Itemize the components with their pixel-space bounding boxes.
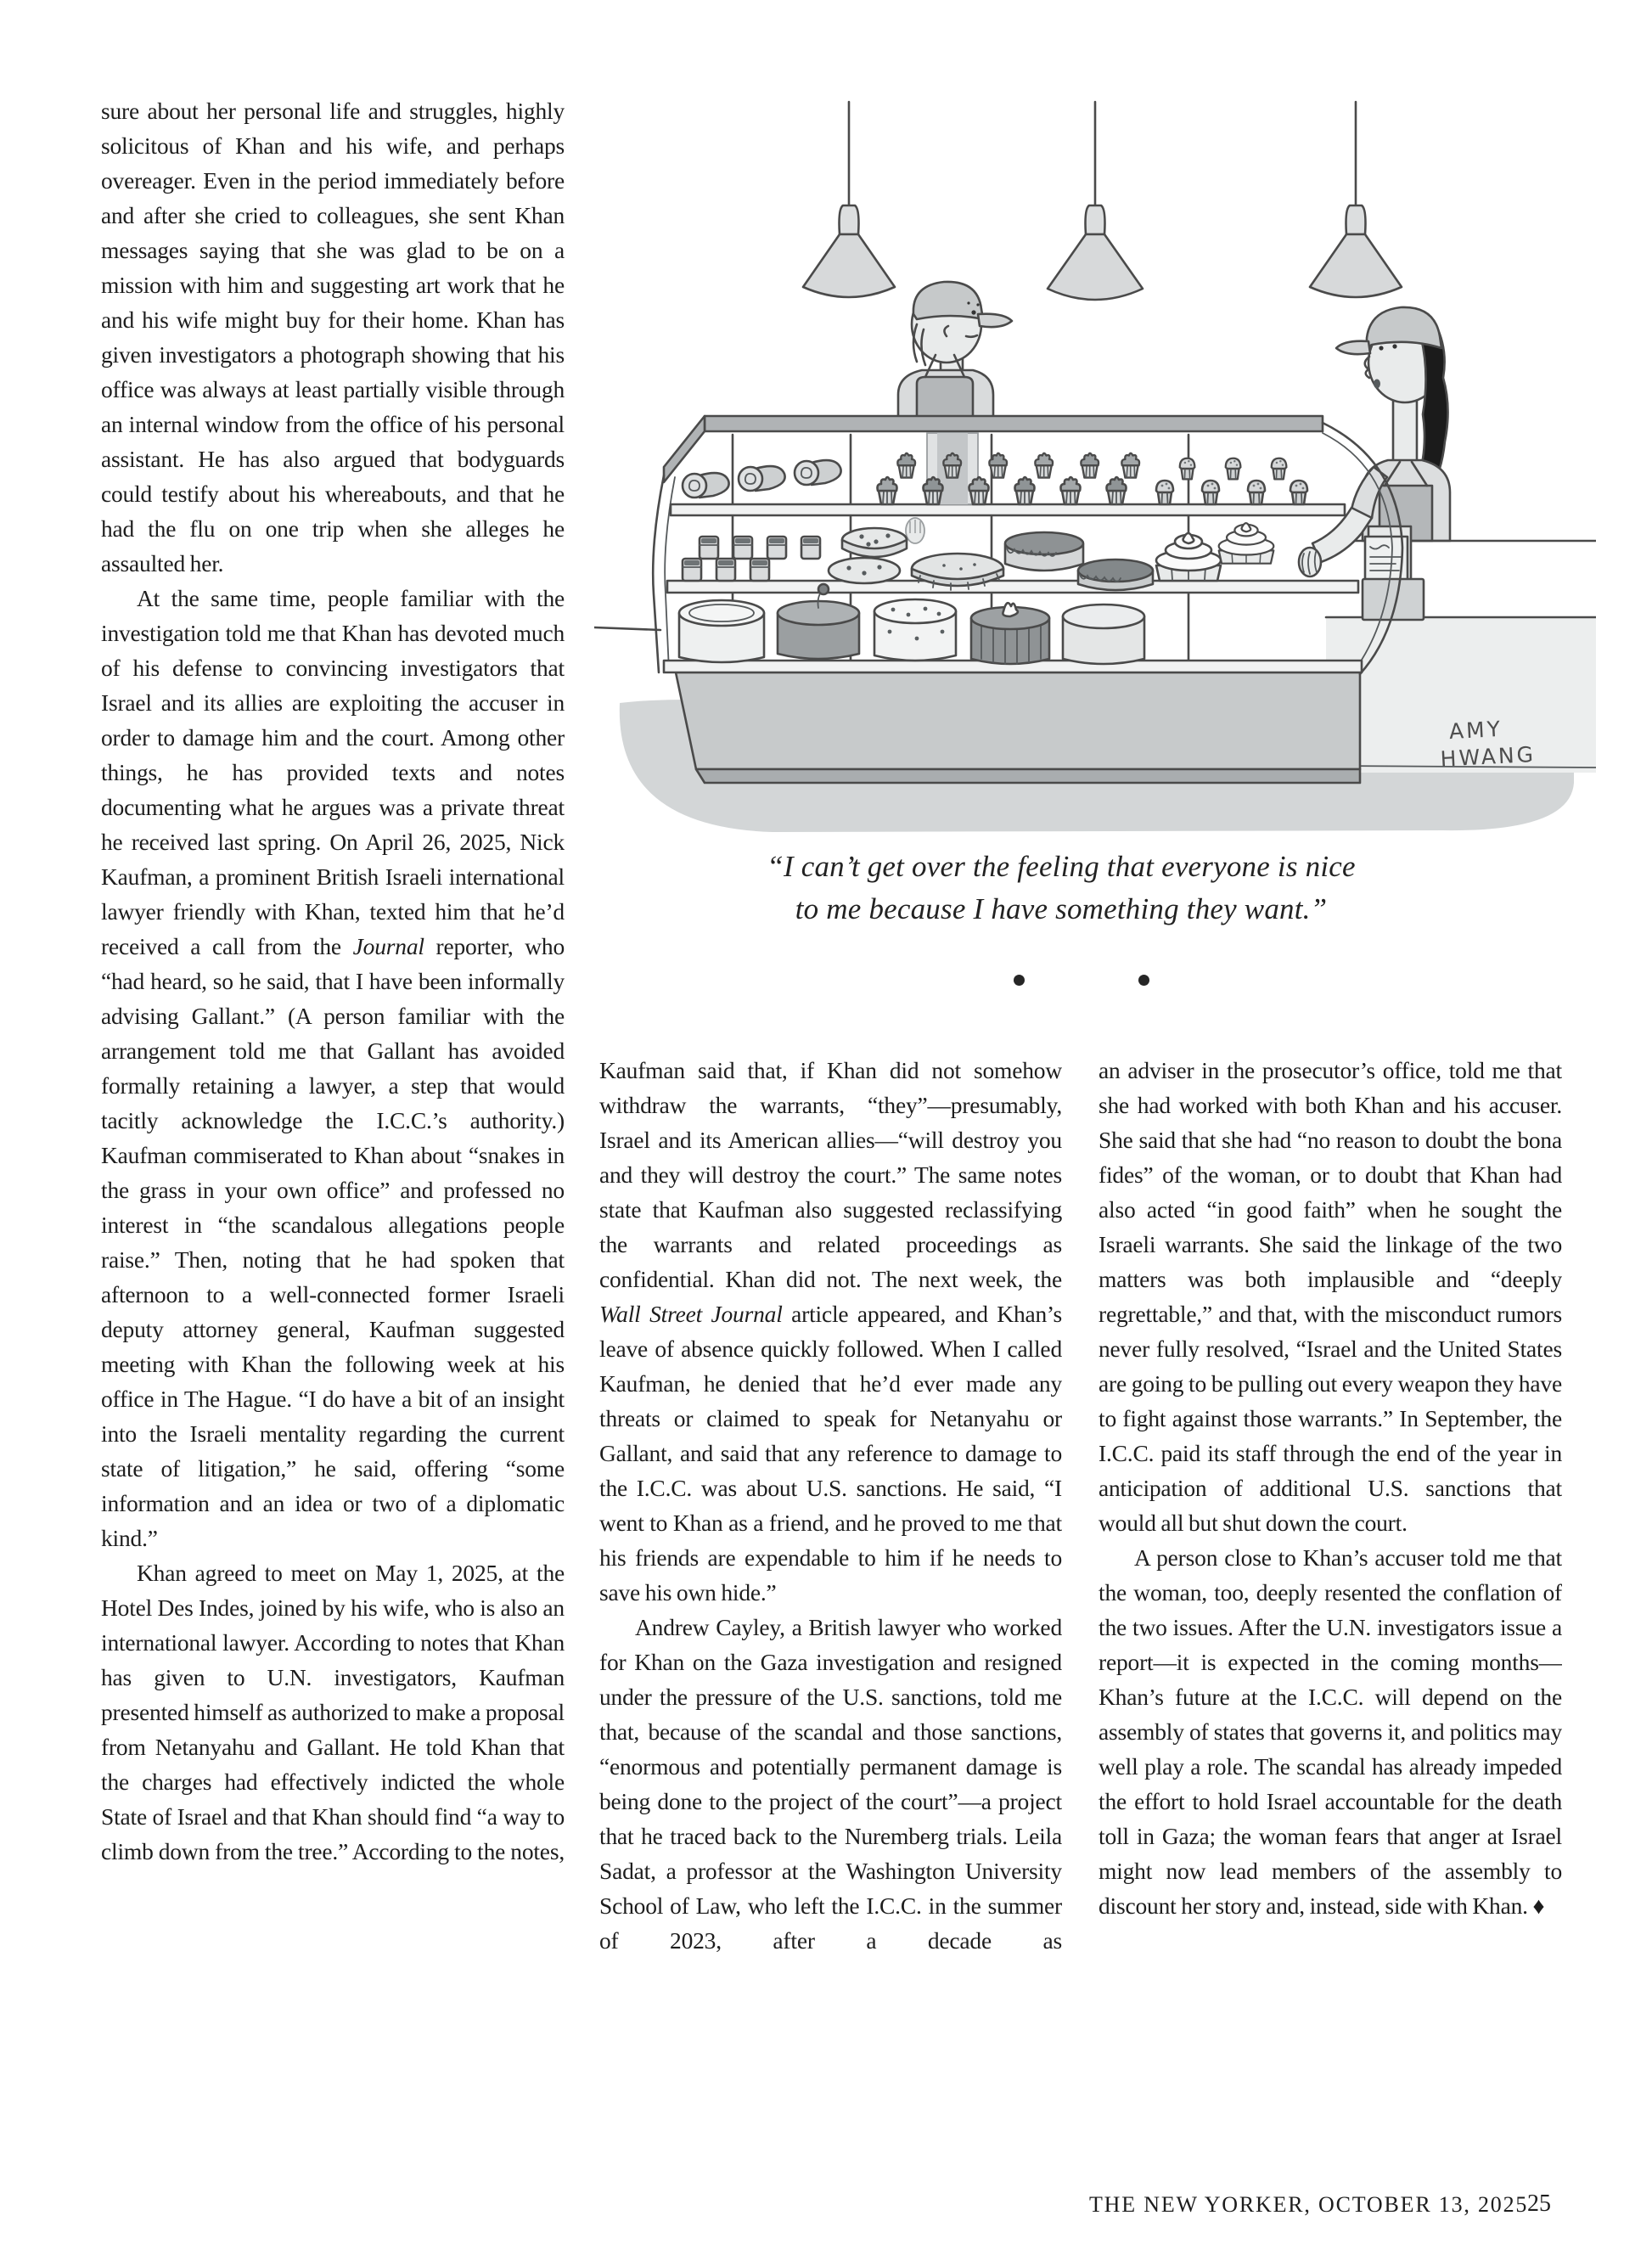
frosted-cake-dark-2 xyxy=(1078,560,1153,590)
italic-title: Journal xyxy=(352,933,424,959)
paragraph: sure about her personal life and struggles, highly solicitous of Khan and his wife, and perhaps overeager. Even in the period immediately before and after she cried to colleagues, she sent Khan messages saying that she was glad to be on a mission with him and suggesting art work that he and his wife might buy for their home. Khan has given investigators a photograph showing that his office was always at least partially visible through an internal window from the office of his personal assistant. He has also argued that bodyguards could testify about his whereabouts, and that he had the flu on one trip when she alleges he assaulted her. xyxy=(101,98,565,576)
customer-cap xyxy=(1367,307,1441,348)
baker-figure xyxy=(898,282,1012,418)
baker-apron xyxy=(917,377,973,418)
article-column-right xyxy=(1099,1053,1562,2182)
cartoon-caption-line2: to me because I have something they want.” xyxy=(795,892,1328,925)
cakes-bottom-shelf xyxy=(679,584,1144,664)
pendant-lamp xyxy=(803,102,895,297)
round-tub-cake xyxy=(679,600,764,662)
footer-page-number: 25 xyxy=(1527,2190,1551,2217)
pendant-lamp xyxy=(1048,102,1143,300)
fluted-cake-with-dollop xyxy=(971,603,1049,664)
sprinkle-cake xyxy=(874,599,956,661)
customer-cap-visor xyxy=(1336,341,1370,354)
footer-magazine-date: THE NEW YORKER, OCTOBER 13, 2025 xyxy=(1089,2192,1529,2217)
article-column-middle xyxy=(599,1053,1062,2182)
chip-cakes xyxy=(829,528,907,583)
plain-cake xyxy=(1063,605,1144,664)
left-counter-edge xyxy=(594,627,660,630)
pastries-top-shelf xyxy=(683,453,1307,504)
paragraph: Andrew Cayley, a British lawyer who worked for Khan on the Gaza investigation and resigned under the pressure of the U.S. sanctions, told me that, because of the scandal and those sanctions, “enormous and potentially permanent damage is being done to the project of the court”—a project that he traced back to the Nuremberg trials. Leila Sadat, a professor at the Washington University School of Law, who left the I.C.C. in the summer of 2023, after a decade as xyxy=(599,1614,1062,1954)
paragraph: A person close to Khan’s accuser told me that the woman, too, deeply resented the conflation of the two issues. After the U.N. investigators issue a report—it is expected in the coming months—Khan’s future at the I.C.C. will depend on the assembly of states that governs it, and politics may well play a role. The scandal has already impeded the effort to hold Israel accountable for the death toll in Gaza; the woman fears that anger at Israel might now lead members of the assembly to discount her story and, instead, side with Khan. ♦ xyxy=(1099,1544,1562,1919)
cartoon-caption xyxy=(594,846,1528,931)
frosted-cake-dark xyxy=(1005,532,1083,571)
baker-cap-visor xyxy=(978,314,1012,327)
cherry-cake xyxy=(778,584,859,659)
article-column-left xyxy=(101,93,565,2241)
cream-swirl-cake xyxy=(1156,533,1221,581)
pendant-lamp xyxy=(1310,102,1402,297)
bakery-cartoon-illustration xyxy=(594,68,1596,849)
paragraph: At the same time, people familiar with the investigation told me that Khan has devoted much of his defense to convincing investigators that Israel and its allies are exploiting the accuser in order to damage him and the court. Among other things, he has provided texts and notes documenting what he argues was a private threat he received last spring. On April 26, 2025, Nick Kaufman, a prominent British Israeli international lawyer friendly with Khan, texted him that he’d received a call from the Journal reporter, who “had heard, so he said, that I have been informally advising Gallant.” (A person familiar with the arrangement told me that Gallant has avoided formally retaining a lawyer, a step that would tacitly acknowledge the I.C.C.’s authority.) Kaufman commiserated to Khan about “snakes in the grass in your own office” and professed no interest in “the scandalous allegations people raise.” Then, noting that he had spoken that afternoon to a well-connected former Israeli deputy attorney general, Kaufman suggested meeting with Khan the following week at his office in The Hague. “I do have a bit of an insight into the Israeli mentality regarding the current state of litigation,” he said, offering “some information and an idea or two of a diplomatic kind.” xyxy=(101,585,565,1551)
section-separator-dot xyxy=(1138,975,1149,986)
paragraph: an adviser in the prosecutor’s office, told me that she had worked with both Khan and his accuser. She said that she had “no reason to doubt the bona fides” of the woman, or to doubt that Khan had also acted “in good faith” when he sought the Israeli warrants. She said the linkage of the two matters was both implausible and “deeply regrettable,” and that, with the misconduct rumors never fully resolved, “Israel and the United States are going to be pulling out every weapon they have to fight against those warrants.” In September, the I.C.C. paid its staff through the end of the year in anticipation of additional U.S. sanctions that would all but shut down the court. xyxy=(1099,1057,1562,1536)
cartoon-caption-line1: “I can’t get over the feeling that everyone is nice xyxy=(767,850,1356,883)
artist-signature-line2: HWANG xyxy=(1439,741,1537,772)
paragraph: Khan agreed to meet on May 1, 2025, at the Hotel Des Indes, joined by his wife, who is also an international lawyer. According to notes that Khan has given to U.N. investigators, Kaufman presented himself as authorized to make a proposal from Netanyahu and Gallant. He told Khan that the charges had effectively indicted the whole State of Israel and that Khan should find “a way to climb down from the tree.” According to the notes, xyxy=(101,1560,565,1864)
cream-swirl-cake xyxy=(1219,523,1274,564)
paragraph: Kaufman said that, if Khan did not somehow withdraw the warrants, “they”—presumably, Israel and its American allies—“will destroy you and they will destroy the court.” The same notes state that Kaufman also suggested reclassifying the warrants and related proceedings as confidential. Khan did not. The next week, the Wall Street Journal article appeared, and Khan’s leave of absence quickly followed. When I called Kaufman, he denied that he’d ever made any threats or claimed to speak for Netanyahu or Gallant, and said that any reference to damage to the I.C.C. was about U.S. sanctions. He said, “I went to Khan as a friend, and he proved to me that his friends are expendable to him if he needs to save his own hide.” xyxy=(599,1057,1062,1605)
section-separator-dot xyxy=(1014,975,1025,986)
artist-signature-line1: AMY xyxy=(1448,716,1503,745)
italic-title: Wall Street Journal xyxy=(599,1301,783,1327)
